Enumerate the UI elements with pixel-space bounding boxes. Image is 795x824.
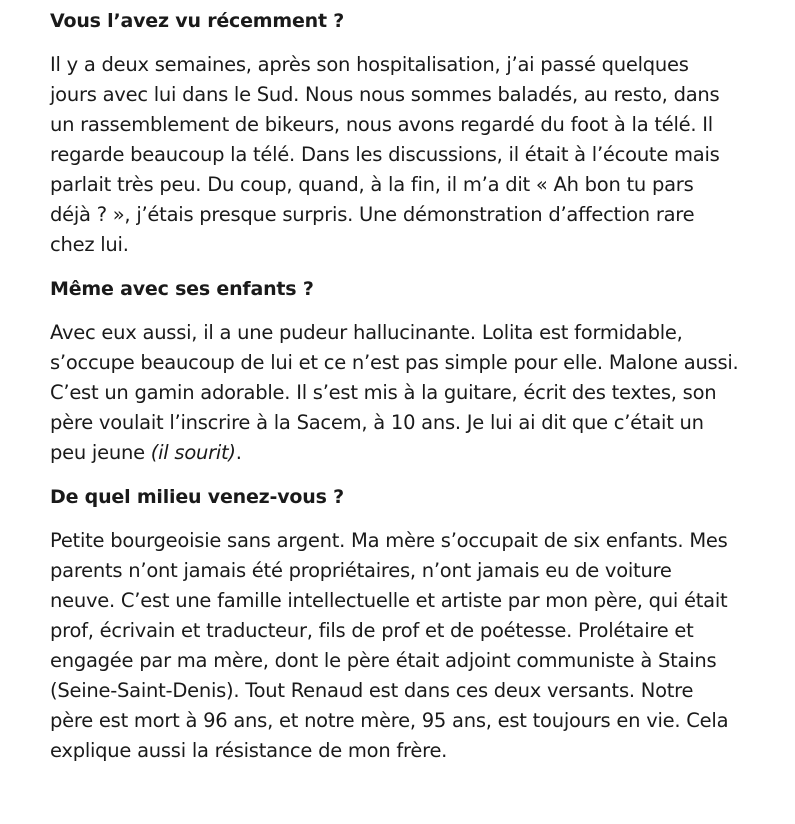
answer-paragraph: Il y a deux semaines, après son hospitalisation, j’ai passé quelques jours avec lui dans le Sud. Nous nous sommes baladés, au resto, dans un rassemblement de bikeurs, nous avons regardé du foot à la télé. Il regarde beaucoup la télé. Dans les discussions, il était à l’écoute mais parlait très peu. Du coup, quand, à la fin, il m’a dit « Ah bon tu pars déjà ? », j’étais presque surpris. Une démonstration d’affection rare chez lui. — [50, 53, 720, 256]
question-heading: Vous l’avez vu récemment ? — [50, 10, 345, 32]
answer-text: Avec eux aussi, il a une pudeur hallucinante. Lolita est formidable, s’occupe beaucoup de lui et ce n’est pas simple pour elle. Malone aussi. C’est un gamin adorable. Il s’est mis à la guitare, écrit des textes, son père voulait l’inscrire à la Sacem, à 10 ans. Je lui ai dit que c’était un peu jeune — [50, 321, 739, 464]
answer-end: . — [235, 441, 242, 464]
answer-paragraph — [50, 318, 740, 468]
question-heading: De quel milieu venez-vous ? — [50, 486, 344, 508]
answer-paragraph: Petite bourgeoisie sans argent. Ma mère s’occupait de six enfants. Mes parents n’ont jamais été propriétaires, n’ont jamais eu de voiture neuve. C’est une famille intellectuelle et artiste par mon père, qui était prof, écrivain et traducteur, fils de prof et de poétesse. Prolétaire et engagée par ma mère, dont le père était adjoint communiste à Stains (Seine-Saint-Denis). Tout Renaud est dans ces deux versants. Notre père est mort à 96 ans, et notre mère, 95 ans, est toujours en vie. Cela explique aussi la résistance de mon frère. — [50, 529, 729, 762]
stage-direction: (il sourit) — [150, 441, 236, 464]
question-heading: Même avec ses enfants ? — [50, 278, 314, 300]
